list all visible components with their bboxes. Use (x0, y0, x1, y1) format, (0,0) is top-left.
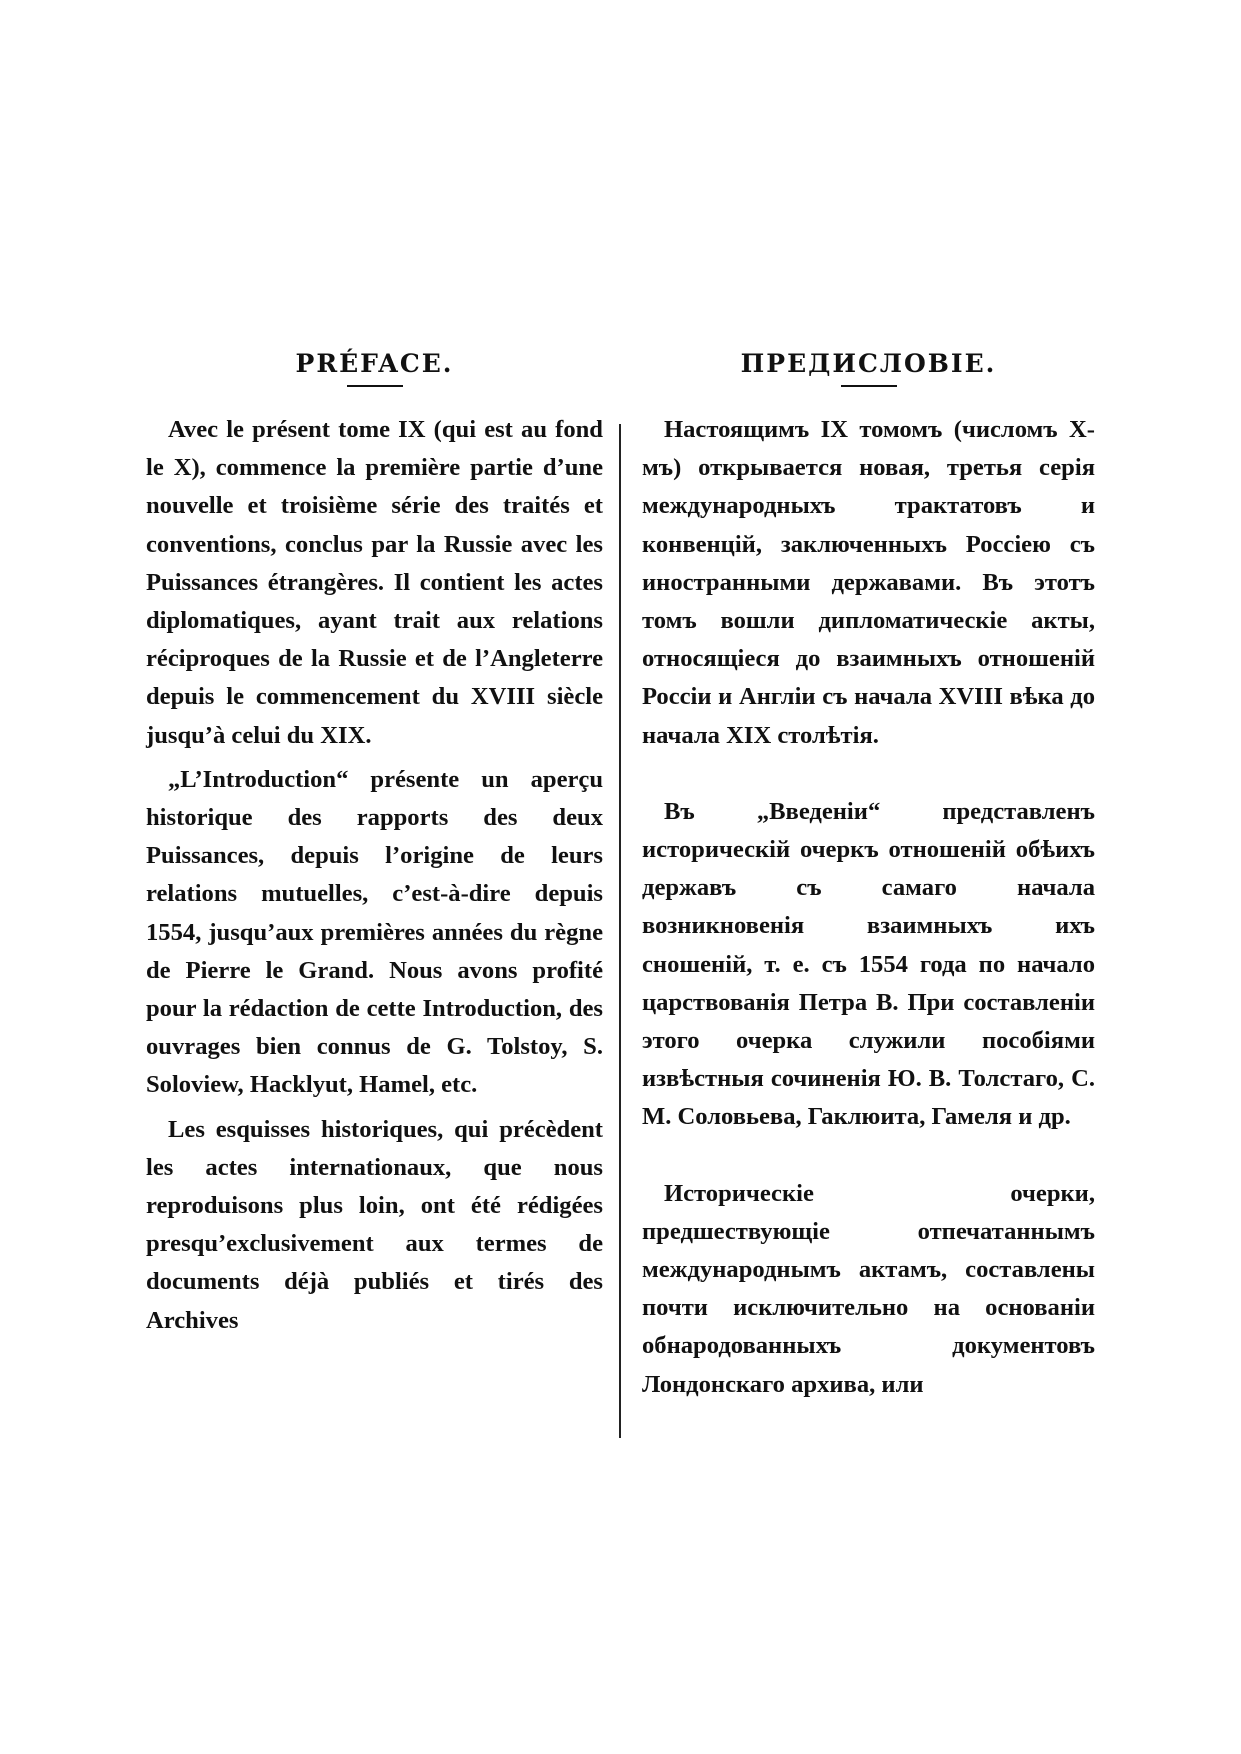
russian-column (642, 343, 1095, 1404)
title-underline (841, 385, 897, 387)
french-paragraph-1: Avec le présent tome IX (qui est au fond le X), commence la première partie d’une nouvelle et troisième série des traités et conventions, conclus par la Russie avec les Puissances étrangères. Il contient les actes diplomatiques, ayant trait aux relations réciproques de la Russie et de l’Angleterre depuis le commencement du XVIII siècle jusqu’à celui du XIX. (146, 416, 603, 749)
russian-paragraph-1: Настоящимъ IX томомъ (числомъ X-мъ) открывается новая, третья серія международныхъ трактатовъ и конвенцій, заключенныхъ Россіею съ иностранными державами. Въ этотъ томъ вошли дипломатическіе акты, относящіеся до взаимныхъ отношеній Россіи и Англіи съ начала XVIII вѣка до начала XIX столѣтія. (642, 416, 1095, 749)
french-column (146, 343, 603, 1340)
russian-title: ПРЕДИСЛОВІЕ. (740, 349, 997, 378)
french-title: PRÉFACE. (295, 349, 454, 378)
column-divider (619, 424, 621, 1438)
french-paragraph-3: Les esquisses historiques, qui précèdent les actes internationaux, que nous reproduisons plus loin, ont été rédigées presqu’exclusivement aux termes de documents déjà publiés et tirés des Archives (146, 1115, 603, 1334)
russian-text (642, 411, 1095, 1404)
french-paragraph-2: „L’Introduction“ présente un aperçu historique des rapports des deux Puissances, depuis l’origine de leurs relations mutuelles, c’est-à-dire depuis 1554, jusqu’aux premières années du règne de Pierre le Grand. Nous avons profité pour la rédaction de cette Introduction, des ouvrages bien connus de G. Tolstoy, S. Soloview, Hacklyut, Hamel, etc. (146, 765, 603, 1099)
french-text (146, 411, 603, 1340)
russian-paragraph-3: Историческіе очерки, предшествующіе отпечатаннымъ международнымъ актамъ, составлены почти исключительно на основаніи обнародованныхъ документовъ Лондонскаго архива, или (642, 1179, 1095, 1398)
title-underline (347, 385, 403, 387)
russian-paragraph-2: Въ „Введеніи“ представленъ историческій очеркъ отношеній обѣихъ державъ съ самаго начала возникновенія взаимныхъ ихъ сношеній, т. е. съ 1554 года по начало царствованія Петра В. При составленіи этого очерка служили пособіями извѣстныя сочиненія Ю. В. Толстаго, С. М. Соловьева, Гаклюита, Гамеля и др. (642, 797, 1095, 1131)
